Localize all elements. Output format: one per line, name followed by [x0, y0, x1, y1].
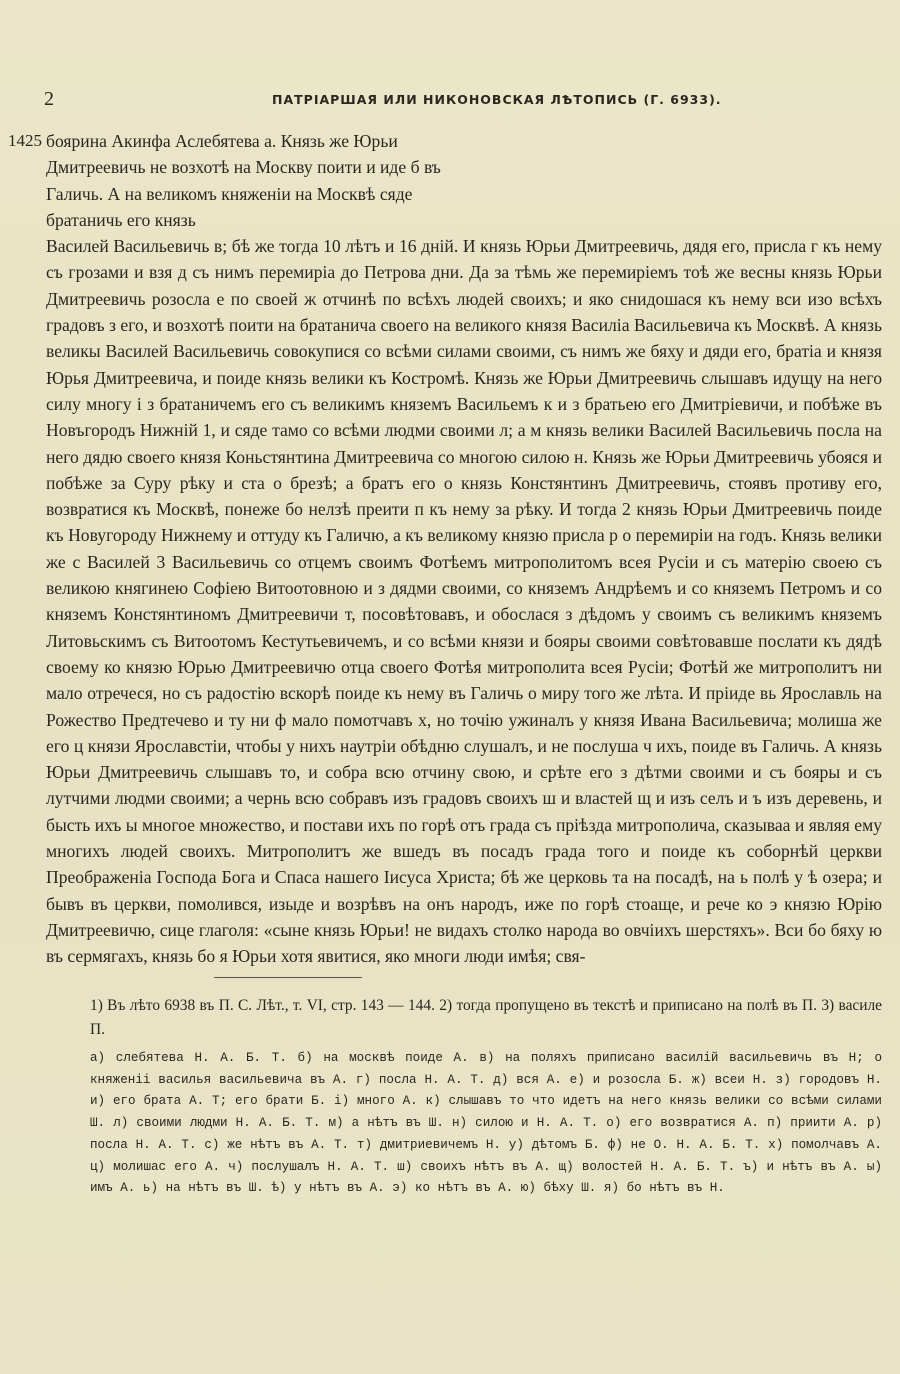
margin-year: 1425 — [8, 131, 42, 150]
main-text — [8, 128, 882, 970]
page-number: 2 — [44, 88, 54, 110]
numbered-footnotes — [90, 994, 882, 1042]
chronicle-body: Василей Васильевичь в; бѣ же тогда 10 лѣтъ и 16 дній. И князь Юрьи Дмитреевичь, дядя его, присла г къ нему съ грозами и взя д съ нимъ перемиріа до Петрова дни. Да за тѣмь же перемиріемъ тоѣ же весны князь Юрьи Дмитреевичь розосла е по своей ж отчинѣ по всѣхъ людей своихъ; и яко снидошася къ нему вси изо всѣхъ градовъ з его, и возхотѣ поити на братанича своего на великого князя Василіа Васильевича къ Москвѣ. А князь великы Василей Васильевичь совокупися со всѣми силами своими, съ нимъ же бяху и дяди его, братіа и князя Юрья Дмитреевича, и поиде князь велики къ Костромѣ. Князь же Юрьи Дмитреевичь слышавъ идущу на него силу многу і з братаничемъ его съ великимъ княземъ Васильемъ к и з братьею его Дмитріевичи, и побѣже въ Новъгородъ Нижній 1, и сяде тамо со всѣми людми своими л; а м князь велики Василей Васильевичь посла на него дядю своего князя Коньстянтина Дмитреевича со многою силою н. Князь же Юрьи Дмитреевичь убояся и побѣже за Суру рѣку и ста о брезѣ; а братъ его о князь Констянтинъ Дмитреевичь, стоявъ противу его, возвратися къ Москвѣ, понеже бо нелзѣ преити п къ нему за рѣку. И тогда 2 князь Юрьи Дмитреевичь поиде къ Новугороду Нижнему и оттуду къ Галичю, а къ великому князю присла р о перемиріи на годъ. Князь велики же с Василей 3 Васильевичь со отцемъ своимъ Фотѣемъ митрополитомъ всея Русіи и съ матерію своею съ великою княгинею Софіею Витоотовною и з дядми своими, со княземъ Андрѣемъ и со княземъ Петромъ и со княземъ Констянтиномъ Дмитреевичи т, посовѣтовавъ, и обослася з дѣдомъ у своимъ съ великимъ княземъ Литовьскимъ съ Витоотомъ Кестутьевичемъ, и со всѣми князи и бояры своими совѣтовавше послати къ дядѣ своему ко князю Юрью Дмитреевичю отца своего Фотѣя митрополита всея Русіи; Фотѣй же митрополитъ ни мало отречеся, но съ радостію вскорѣ поиде къ нему въ Галичь о миру того же лѣта. И пріиде вь Ярославль на Рожество Предтечево и ту ни ф мало помотчавъ х, но точію ужиналъ у князя Ивана Васильевича; молиша же его ц князи Ярославстіи, чтобы у нихъ наутріи обѣдню слушалъ, и не послуша ч ихъ, поиде въ Галичь. А князь Юрьи Дмитреевичь слышавъ то, и собра всю отчину свою, и срѣте его з дѣтми своими и съ бояры и съ лутчими людми своими; а чернь всю собравъ изъ градовъ своихъ ш и властей щ и изъ селъ и ъ изъ деревень, и бысть ихъ ы многое множество, и постави ихъ по горѣ отъ града съ пріѣзда митрополича, сказываа и являя ему многихъ людей своихъ. Митрополитъ же вшедъ въ посадъ града того и поиде къ соборнѣй церкви Преображеніа Господа Бога и Спаса нашего Іисуса Христа; бѣ же церковь та на посадѣ, на ь полѣ у ѣ озера; и бывъ въ церкви, помолився, изыде и возрѣвъ на онъ народъ, иже по горѣ стоаще, и рече ко э князю Юрію Дмитреевичю, сице глаголя: «сыне князь Юрьи! не видахъ столко народа во овчіихъ шерстяхъ». Вси бо бяху ю въ сермягахъ, князь бо я Юрьи хотя явитися, яко многи люди имѣя; свя- — [46, 236, 882, 967]
variant-readings-text: а) слебятева Н. А. Б. Т. б) на москвѣ поиде А. в) на поляхъ приписано василій васильевичь въ Н; о княженіі василья васильевича въ А. г) посла Н. А. Т. д) вся А. е) и розосла Б. ж) всеи Н. з) городовъ Н. и) его брата А. Т; его брати Б. і) много А. к) слышавъ то что идетъ на него князь велики со всѣми силами Ш. л) своими людми Н. А. Б. Т. м) а нѣтъ въ Ш. н) силою и Н. А. Т. о) его возвратися А. п) приити А. р) посла Н. А. Т. с) же нѣтъ въ А. Т. т) дмитриевичемъ Н. у) дѣтомъ Б. ф) не О. Н. А. Б. Т. х) помолчавъ А. ц) молишас его А. ч) послушалъ Н. А. Т. ш) своихъ нѣтъ въ А. щ) волостей Н. А. Б. Т. ъ) и нѣтъ въ А. ы) имъ А. ь) на нѣтъ въ Ш. ѣ) у нѣтъ въ А. э) ко нѣтъ въ А. ю) бѣху Ш. я) бо нѣтъ въ Н. — [90, 1051, 882, 1196]
numbered-footnotes-text: 1) Въ лѣто 6938 въ П. С. Лѣт., т. VI, стр. 143 — 144. 2) тогда пропущено въ текстѣ и приписано на полѣ въ П. 3) василе П. — [90, 997, 882, 1038]
opening-lines: боярина Акинфа Аслебятева а. Князь же Юрьи Дмитреевичь не возхотѣ на Москву поити и иде б въ Галичь. А на великомъ княженіи на Москвѣ сяде братаничь его князь — [46, 131, 441, 230]
footnote-divider — [214, 977, 362, 978]
page-header — [44, 88, 860, 112]
running-title: ПАТРІАРШАЯ ИЛИ НИКОНОВСКАЯ ЛѢТОПИСЬ (Г. 6933). — [272, 92, 722, 107]
variant-readings — [90, 1048, 882, 1200]
